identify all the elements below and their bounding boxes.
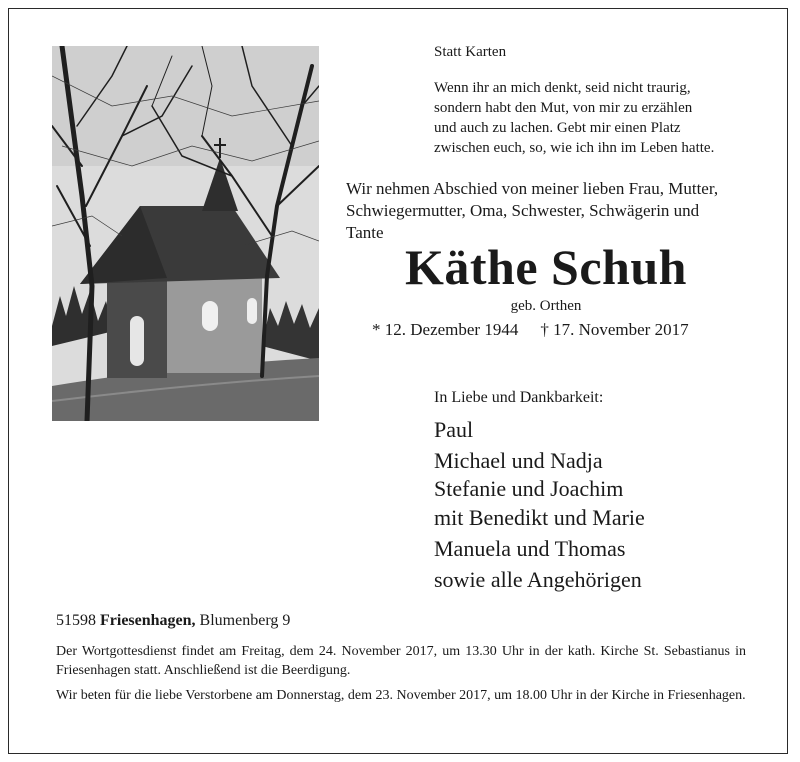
address-town: Friesenhagen, [100, 612, 196, 629]
mourner-entry: mit Benedikt und Marie [434, 505, 645, 530]
mourner-entry: Paul [434, 417, 474, 442]
mourner-entry: Stefanie und Joachim [434, 476, 624, 501]
death-date: † 17. November 2017 [540, 320, 689, 339]
poem-line: Wenn ihr an mich denkt, seid nicht traurig, [434, 80, 691, 96]
family-address [56, 612, 290, 630]
poem-line: und auch zu lachen. Gebt mir einen Platz [434, 120, 681, 136]
funeral-service-notice: Der Wortgottesdienst findet am Freitag, dem 24. November 2017, um 13.30 Uhr in der kath. Kirche St. Sebastianus in Friesenhagen statt. Anschließend ist die Beerdigung. [56, 644, 746, 678]
chapel-photo [52, 46, 319, 421]
birth-date: * 12. Dezember 1944 [372, 320, 519, 339]
intro-line: Tante [346, 223, 384, 242]
intro-line: Wir nehmen Abschied von meiner lieben Frau, Mutter, [346, 179, 719, 198]
memorial-poem [434, 78, 714, 158]
life-dates [372, 320, 689, 340]
address-postcode: 51598 [56, 612, 96, 629]
mourner-entry: Manuela und Thomas [434, 536, 626, 561]
statt-karten-label: Statt Karten [434, 44, 507, 60]
birth-name: geb. Orthen [510, 298, 582, 314]
poem-line: zwischen euch, so, wie ich ihn im Leben hatte. [434, 140, 715, 156]
intro-line: Schwiegermutter, Oma, Schwester, Schwägerin und [346, 201, 700, 220]
poem-line: sondern habt den Mut, von mir zu erzählen [434, 100, 693, 116]
address-street: Blumenberg 9 [199, 612, 291, 629]
mourners-list [434, 414, 645, 595]
prayer-notice: Wir beten für die liebe Verstorbene am Donnerstag, dem 23. November 2017, um 18.00 Uhr in der Kirche in Friesenhagen. [56, 688, 746, 703]
mourner-entry: Michael und Nadja [434, 448, 603, 473]
mourners-heading: In Liebe und Dankbarkeit: [434, 389, 604, 406]
mourner-entry: sowie alle Angehörigen [434, 567, 642, 592]
deceased-name: Käthe Schuh [405, 239, 687, 295]
farewell-intro [346, 178, 766, 244]
